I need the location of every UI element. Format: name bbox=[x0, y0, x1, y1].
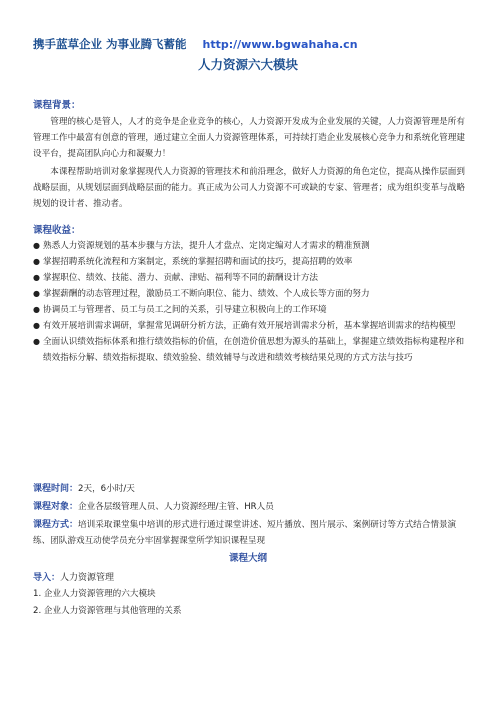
background-paragraph-2: 本课程帮助培训对象掌握现代人力资源的管理技术和前沿理念，做好人力资源的角色定位，提高从操作层面到战略层面，从规划层面到战略层面的能力。真正成为公司人力资源不可或缺的专家、管理者；成为组织变革与战略规划的设计者、推动者。 bbox=[33, 167, 465, 209]
bullet-icon: ● bbox=[33, 273, 40, 282]
course-method bbox=[33, 517, 465, 549]
benefit-item: ● 掌握职位、绩效、技能、潜力、贡献、津贴、福利等不同的薪酬设计方法 bbox=[33, 270, 465, 286]
course-method-label: 课程方式： bbox=[33, 520, 79, 530]
course-time-value: 2天，6小时/天 bbox=[78, 484, 135, 494]
bullet-icon: ● bbox=[33, 241, 40, 250]
bullet-icon: ● bbox=[33, 321, 40, 330]
benefit-item: ● 全面认识绩效指标体系和推行绩效指标的价值，在创造价值思想为源头的基础上，掌握建立绩效指标构建程序和绩效指标分解、绩效指标提取、绩效验验、绩效辅导与改进和绩效考核结果兑现的方式方法与技巧 bbox=[33, 334, 465, 366]
benefits-list bbox=[33, 238, 465, 366]
bullet-icon: ● bbox=[33, 305, 40, 314]
bullet-icon: ● bbox=[33, 257, 40, 266]
benefits-heading: 课程收益： bbox=[33, 225, 81, 236]
outline-list bbox=[33, 586, 181, 620]
course-audience-label: 课程对象： bbox=[33, 502, 79, 512]
outline-item: 1. 企业人力资源管理的六大模块 bbox=[33, 589, 156, 599]
course-method-value: 培训采取课堂集中培训的形式进行通过课堂讲述、短片播放、图片展示、案例研讨等方式结合情景演练、团队游戏互动使学员充分牢固掌握课堂所学知识课程呈现 bbox=[33, 520, 457, 546]
outline-intro-value: 人力资源管理 bbox=[60, 573, 115, 583]
benefit-item: ● 熟悉人力资源规划的基本步骤与方法，提升人才盘点、定岗定编对人才需求的精准预测 bbox=[33, 238, 465, 254]
background-paragraph-1: 管理的核心是管人，人才的竞争是企业竞争的核心，人力资源开发成为企业发展的关键，人力资源管理是所有管理工作中最富有创意的管理，通过建立全面人力资源管理体系，可持续打造企业发展核心竞争力和系统化管理建设平台，提高团队向心力和凝聚力！ bbox=[33, 117, 465, 159]
page-header bbox=[33, 36, 358, 52]
course-time bbox=[33, 481, 465, 497]
outline-intro bbox=[33, 570, 114, 583]
header-url-link[interactable]: http://www.bgwahaha.cn bbox=[202, 38, 358, 51]
benefit-item: ● 掌握招聘系统化流程和方案制定，系统的掌握招聘和面试的技巧，提高招聘的效率 bbox=[33, 254, 465, 270]
course-audience bbox=[33, 499, 465, 515]
document-title: 人力资源六大模块 bbox=[197, 57, 298, 72]
benefit-item: ● 掌握薪酬的动态管理过程，激励员工不断向职位、能力、绩效、个人成长等方面的努力 bbox=[33, 286, 465, 302]
outline-intro-label: 导入： bbox=[33, 573, 61, 583]
outline-title: 课程大纲 bbox=[228, 553, 267, 564]
course-audience-value: 企业各层级管理人员、人力资源经理/主管、HR人员 bbox=[78, 502, 274, 512]
course-time-label: 课程时间： bbox=[33, 484, 79, 494]
benefit-item: ● 协调员工与管理者、员工与员工之间的关系，引导建立积极向上的工作环境 bbox=[33, 302, 465, 318]
background-heading: 课程背景： bbox=[33, 100, 81, 111]
bullet-icon: ● bbox=[33, 337, 40, 346]
benefit-item: ● 有效开展培训需求调研，掌握常见调研分析方法，正确有效开展培训需求分析，基本掌握培训需求的结构模型 bbox=[33, 318, 465, 334]
header-slogan: 携手蓝草企业 为事业腾飞蓄能 bbox=[33, 37, 187, 51]
outline-item: 2. 企业人力资源管理与其他管理的关系 bbox=[33, 606, 182, 616]
bullet-icon: ● bbox=[33, 289, 40, 298]
